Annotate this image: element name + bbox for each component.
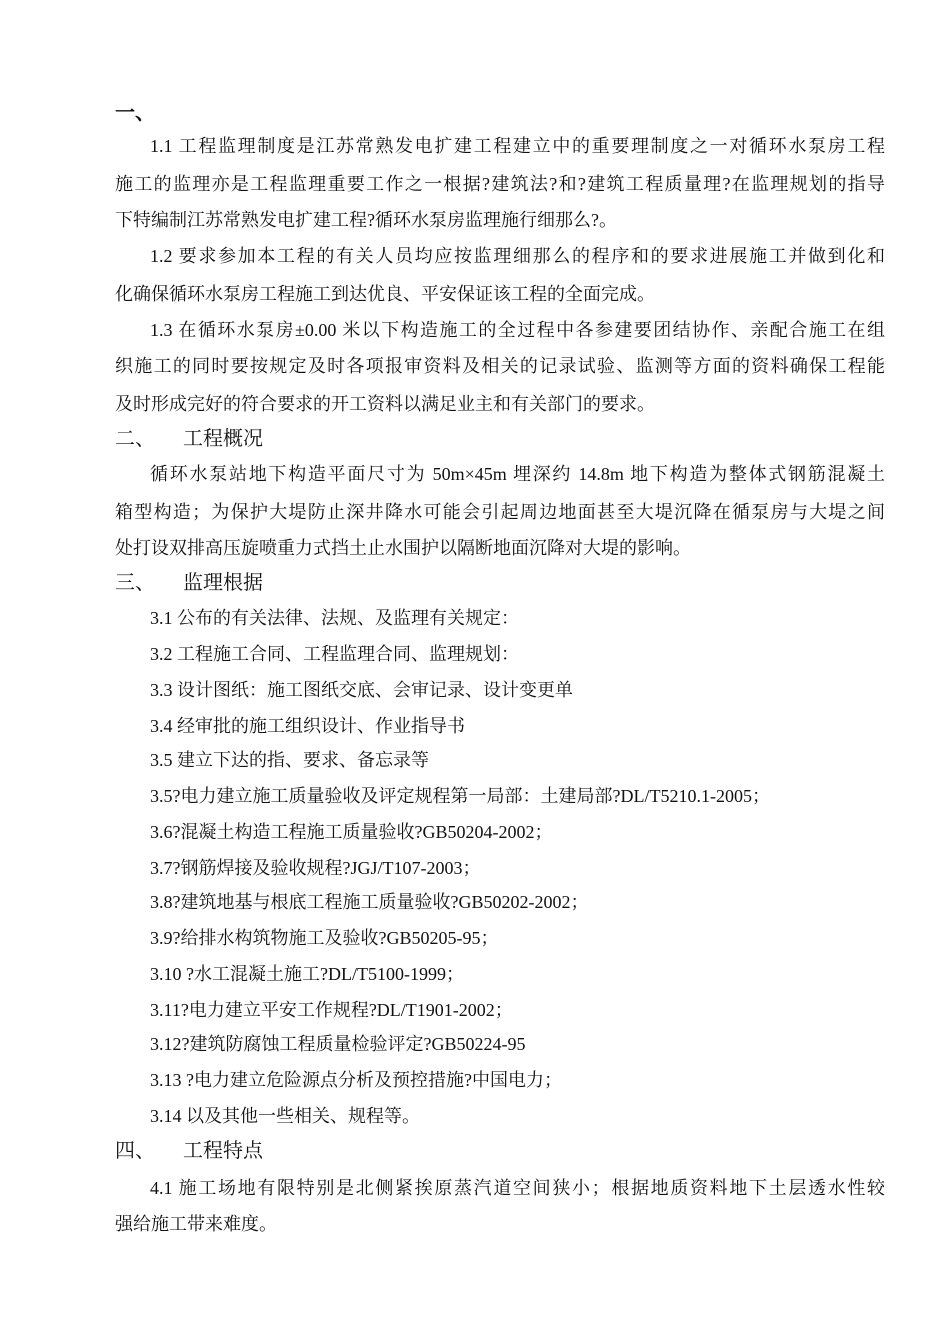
- list-item: 3.4 经审批的施工组织设计、作业指导书: [150, 716, 465, 736]
- paragraph-line: 下特编制江苏常熟发电扩建工程?循环水泵房监理施行细那么?。: [115, 210, 617, 230]
- paragraph-line: 化确保循环水泵房工程施工到达优良、平安保证该工程的全面完成。: [115, 284, 655, 304]
- paragraph-line: 1.2 要求参加本工程的有关人员均应按监理细那么的程序和的要求进展施工并做到化和: [150, 246, 885, 266]
- list-item: 3.5?电力建立施工质量验收及评定规程第一局部：土建局部?DL/T5210.1-2005；: [150, 786, 770, 806]
- section-3-heading: [115, 570, 885, 596]
- list-item: 3.3 设计图纸：施工图纸交底、会审记录、设计变更单: [150, 680, 573, 700]
- list-item: 3.1 公布的有关法律、法规、及监理有关规定：: [150, 608, 519, 628]
- paragraph-line: 及时形成完好的符合要求的开工资料以满足业主和有关部门的要求。: [115, 394, 655, 414]
- paragraph-line: 处打设双排高压旋喷重力式挡土止水围护以隔断地面沉降对大堤的影响。: [115, 538, 691, 558]
- paragraph-line: 循环水泵站地下构造平面尺寸为 50m×45m 埋深约 14.8m 地下构造为整体式钢筋混凝土: [150, 464, 885, 484]
- list-item: 3.7?钢筋焊接及验收规程?JGJ/T107-2003；: [150, 858, 481, 878]
- list-item: 3.14 以及其他一些相关、规程等。: [150, 1106, 420, 1126]
- paragraph-line: 4.1 施工场地有限特别是北侧紧挨原蒸汽道空间狭小；根据地质资料地下土层透水性较: [150, 1178, 885, 1198]
- list-item: 3.2 工程施工合同、工程监理合同、监理规划：: [150, 644, 519, 664]
- section-number: 三、: [115, 572, 155, 594]
- paragraph-line: 织施工的同时要按规定及时各项报审资料及相关的记录试验、监测等方面的资料确保工程能: [115, 356, 885, 376]
- section-4-heading: [115, 1138, 885, 1164]
- paragraph-line: 1.1 工程监理制度是江苏常熟发电扩建工程建立中的重要理制度之一对循环水泵房工程: [150, 136, 885, 156]
- paragraph-line: 强给施工带来难度。: [115, 1214, 277, 1234]
- list-item: 3.8?建筑地基与根底工程施工质量验收?GB50202-2002；: [150, 892, 589, 912]
- list-item: 3.10 ?水工混凝土施工?DL/T5100-1999；: [150, 964, 464, 984]
- section-number: 二、: [115, 428, 155, 450]
- list-item: 3.11?电力建立平安工作规程?DL/T1901-2002；: [150, 1000, 513, 1020]
- list-item: 3.6?混凝土构造工程施工质量验收?GB50204-2002；: [150, 822, 553, 842]
- list-item: 3.13 ?电力建立危险源点分析及预控措施?中国电力；: [150, 1070, 562, 1090]
- section-1-heading: 一、: [115, 102, 155, 124]
- list-item: 3.5 建立下达的指、要求、备忘录等: [150, 750, 429, 770]
- section-title: 监理根据: [183, 572, 263, 594]
- section-title: 工程概况: [183, 428, 263, 450]
- list-item: 3.12?建筑防腐蚀工程质量检验评定?GB50224-95: [150, 1034, 526, 1054]
- paragraph-line: 1.3 在循环水泵房±0.00 米以下构造施工的全过程中各参建要团结协作、亲配合施工在组: [150, 320, 885, 340]
- list-item: 3.9?给排水构筑物施工及验收?GB50205-95；: [150, 928, 499, 948]
- section-2-heading: [115, 426, 885, 452]
- paragraph-line: 施工的监理亦是工程监理重要工作之一根据?建筑法?和?建筑工程质量理?在监理规划的指导: [115, 174, 885, 194]
- section-title: 工程特点: [183, 1140, 263, 1162]
- section-number: 四、: [115, 1140, 155, 1162]
- paragraph-line: 箱型构造；为保护大堤防止深井降水可能会引起周边地面甚至大堤沉降在循泵房与大堤之间: [115, 502, 885, 522]
